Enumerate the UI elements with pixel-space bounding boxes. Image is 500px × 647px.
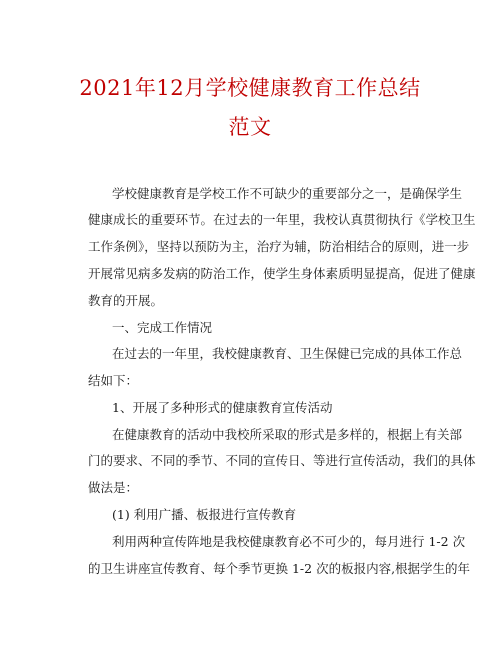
document-title-line-2: 范文 <box>228 115 272 139</box>
paragraph-line: 结如下： <box>88 373 139 388</box>
paragraph-line: 在健康教育的活动中我校所采取的形式是多样的，根据上有关部 <box>112 427 463 442</box>
paragraph-line: 学校健康教育是学校工作不可缺少的重要部分之一，是确保学生 <box>112 186 463 201</box>
paragraph-line: 工作条例》，坚持以预防为主，治疗为辅，防治相结合的原则，进一步 <box>88 239 470 254</box>
paragraph-line: 门的要求、不同的季节、不同的宣传日、等进行宣传活动，我们的具体 <box>88 453 476 468</box>
paragraph-line: 教育的开展。 <box>88 293 164 308</box>
subsection-heading: 1、开展了多种形式的健康教育宣传活动 <box>112 400 333 415</box>
paragraph-line: 利用两种宣传阵地是我校健康教育必不可少的，每月进行 1-2 次 <box>112 534 466 549</box>
paragraph-line: 做法是： <box>88 480 139 495</box>
paragraph-line: 健康成长的重要环节。在过去的一年里，我校认真贯彻执行《学校卫生 <box>88 212 476 227</box>
item-heading: (1) 利用广播、板报进行宣传教育 <box>112 507 297 522</box>
section-heading: 一、完成工作情况 <box>112 320 213 335</box>
document-title-line-1: 2021年12月学校健康教育工作总结 <box>79 76 421 100</box>
paragraph-line: 在过去的一年里，我校健康教育、卫生保健已完成的具体工作总 <box>112 346 463 361</box>
paragraph-line: 的卫生讲座宣传教育、每个季节更换 1-2 次的板报内容,根据学生的年 <box>88 561 471 576</box>
paragraph-line: 开展常见病多发病的防治工作，使学生身体素质明显提高，促进了健康 <box>88 266 476 281</box>
